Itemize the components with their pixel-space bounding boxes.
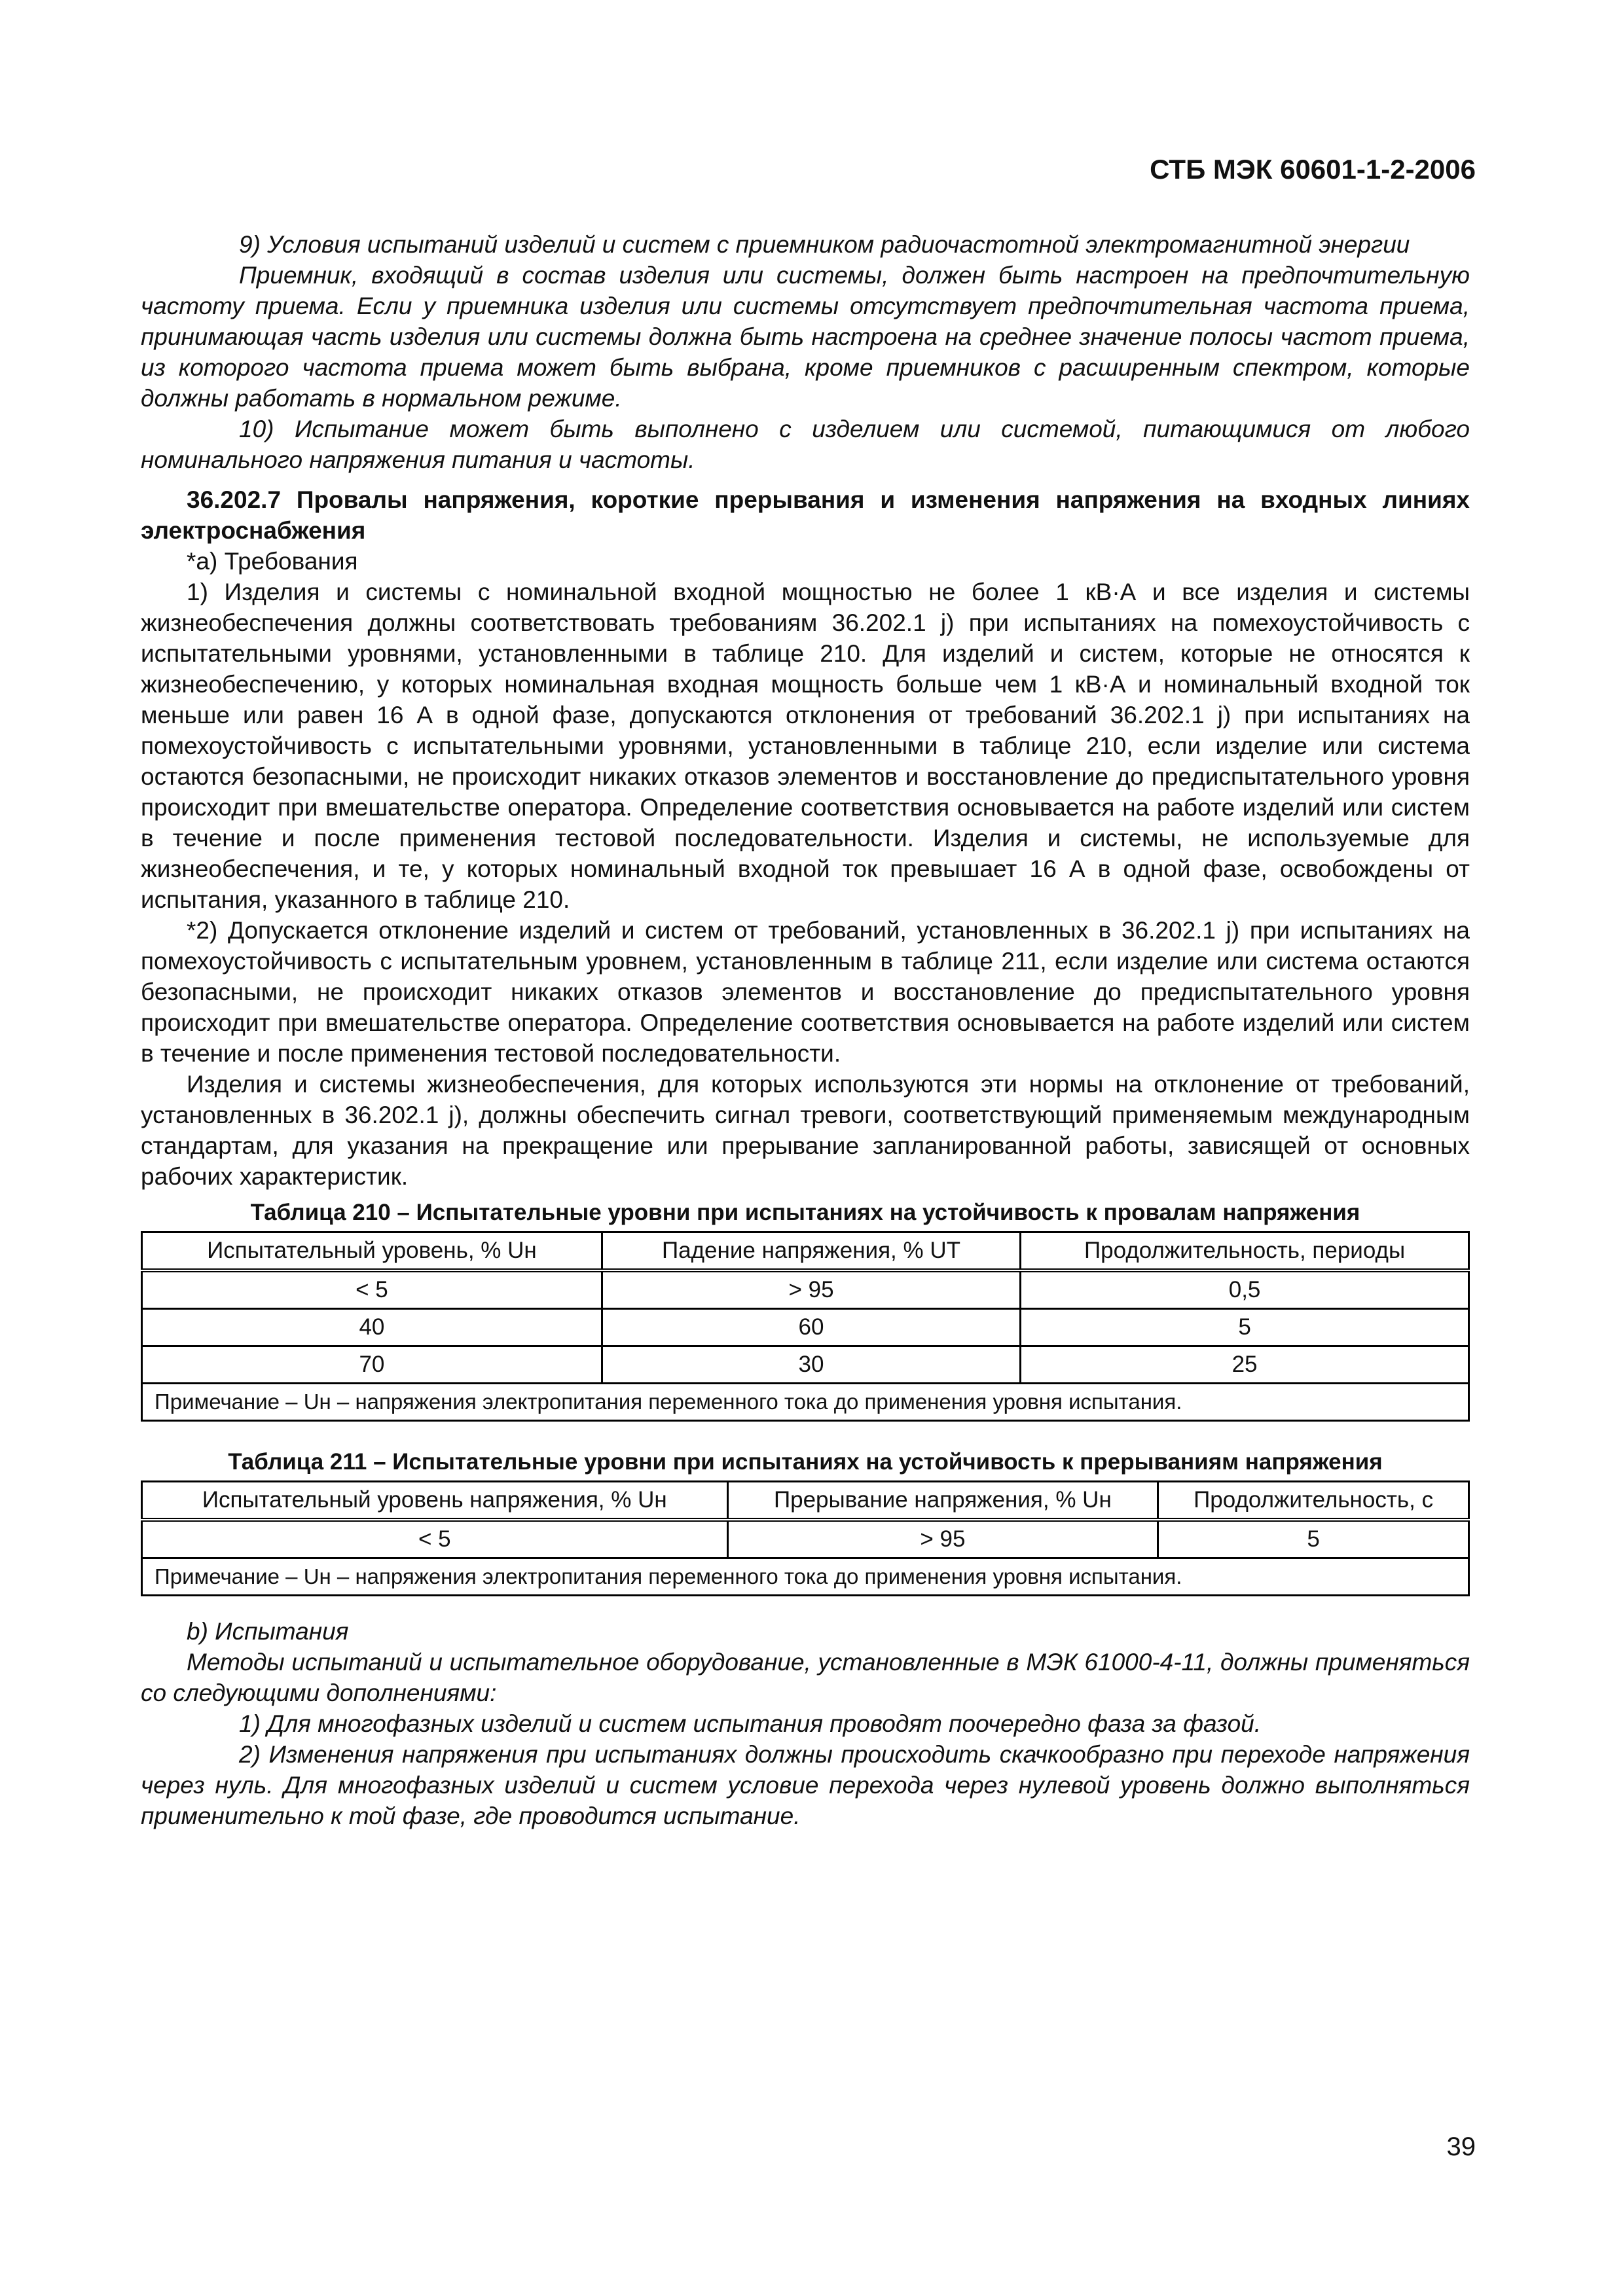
table-header-cell: Испытательный уровень, % Uн [142, 1232, 602, 1271]
tests-item-2: 2) Изменения напряжения при испытаниях должны происходить скачкообразно при переходе напряжения через нуль. Для многофазных изделий и систем условие перехода через нулевой уровень должно выполняться применительно к той фазе, где проводится испытание. [141, 1741, 1470, 1829]
standard-id: СТБ МЭК 60601-1-2-2006 [1150, 154, 1476, 185]
table-cell: > 95 [727, 1520, 1158, 1558]
table-211 [141, 1480, 1470, 1596]
table-row [142, 1270, 1469, 1309]
table-header-cell: Падение напряжения, % UT [602, 1232, 1020, 1271]
table210-caption: Таблица 210 – Испытательные уровни при испытаниях на устойчивость к провалам напряжения [250, 1200, 1360, 1225]
requirement-2: *2) Допускается отклонение изделий и систем от требований, установленных в 36.202.1 j) при испытаниях на помехоустойчивость с испытательным уровнем, установленным в таблице 211, если изделие или система остаются безопасными, не происходит никаких отказов элементов и восстановление до предиспытательного уровня происходит при вмешательстве оператора. Определение соответствия основывается на работе изделий или систем в течение и после применения тестовой последовательности. [141, 917, 1470, 1067]
table-cell: 60 [602, 1309, 1020, 1346]
table211-note: Примечание – Uн – напряжения электропитания переменного тока до применения уровня испытания. [142, 1558, 1469, 1596]
page-content [141, 229, 1470, 1831]
table-row [142, 1309, 1469, 1346]
table-210 [141, 1231, 1470, 1422]
table-cell: 5 [1158, 1520, 1469, 1558]
table-header-cell: Продолжительность, с [1158, 1482, 1469, 1520]
tests-label: b) Испытания [187, 1618, 349, 1645]
table-cell: 40 [142, 1309, 602, 1346]
tests-item-1: 1) Для многофазных изделий и систем испытания проводят поочередно фаза за фазой. [239, 1710, 1262, 1737]
table211-caption: Таблица 211 – Испытательные уровни при испытаниях на устойчивость к прерываниям напряжения [228, 1449, 1383, 1475]
requirements-label: *a) Требования [187, 548, 358, 575]
table-row [142, 1520, 1469, 1558]
para9-title: 9) Условия испытаний изделий и систем с приемником радиочастотной электромагнитной энергии [239, 231, 1410, 258]
table-header-cell: Прерывание напряжения, % Uн [727, 1482, 1158, 1520]
table-header-row [142, 1482, 1469, 1520]
section-heading: 36.202.7 Провалы напряжения, короткие прерывания и изменения напряжения на входных линиях электроснабжения [141, 486, 1470, 544]
table-header-row [142, 1232, 1469, 1271]
table-cell: 70 [142, 1346, 602, 1384]
table210-note: Примечание – Uн – напряжения электропитания переменного тока до применения уровня испытания. [142, 1384, 1469, 1421]
table-header-cell: Испытательный уровень напряжения, % Uн [142, 1482, 728, 1520]
para10: 10) Испытание может быть выполнено с изделием или системой, питающимися от любого номинального напряжения питания и частоты. [141, 416, 1470, 473]
table-cell: 5 [1021, 1309, 1469, 1346]
table-cell: < 5 [142, 1270, 602, 1309]
para9-text: Приемник, входящий в состав изделия или системы, должен быть настроен на предпочтительную частоту приема. Если у приемника изделия или системы отсутствует предпочтительная частота приема, принимающая часть изделия или системы должна быть настроена на среднее значение полосы частот приема, из которого частота приема может быть выбрана, кроме приемников с расширенным спектром, которые должны работать в нормальном режиме. [141, 262, 1470, 412]
table-cell: > 95 [602, 1270, 1020, 1309]
table-cell: 0,5 [1021, 1270, 1469, 1309]
page-number: 39 [1446, 2132, 1476, 2161]
table-cell: 30 [602, 1346, 1020, 1384]
table-row [142, 1346, 1469, 1384]
requirement-3: Изделия и системы жизнеобеспечения, для которых используются эти нормы на отклонение от требований, установленных в 36.202.1 j), должны обеспечить сигнал тревоги, соответствующий применяемым международным стандартам, для указания на прекращение или прерывание запланированной работы, зависящей от основных рабочих характеристик. [141, 1071, 1470, 1190]
table-cell: < 5 [142, 1520, 728, 1558]
table-note-row [142, 1558, 1469, 1596]
table-header-cell: Продолжительность, периоды [1021, 1232, 1469, 1271]
table-note-row [142, 1384, 1469, 1421]
requirement-1: 1) Изделия и системы с номинальной входной мощностью не более 1 кВ·А и все изделия и системы жизнеобеспечения должны соответствовать требованиям 36.202.1 j) при испытаниях на помехоустойчивость с испытательными уровнями, установленными в таблице 210. Для изделий и систем, которые не относятся к жизнеобеспечению, у которых номинальная входная мощность больше чем 1 кВ·А и номинальный входной ток меньше или равен 16 А в одной фазе, допускаются отклонения от требований 36.202.1 j) при испытаниях на помехоустойчивость с испытательными уровнями, установленными в таблице 210, если изделие или система остаются безопасными, не происходит никаких отказов элементов и восстановление до предиспытательного уровня происходит при вмешательстве оператора. Определение соответствия основывается на работе изделий или систем в течение и после применения тестовой последовательности. Изделия и системы, не используемые для жизнеобеспечения, и те, у которых номинальный входной ток превышает 16 А в одной фазе, освобождены от испытания, указанного в таблице 210. [141, 579, 1470, 913]
tests-intro: Методы испытаний и испытательное оборудование, установленные в МЭК 61000-4-11, должны применяться со следующими дополнениями: [141, 1649, 1470, 1706]
table-cell: 25 [1021, 1346, 1469, 1384]
